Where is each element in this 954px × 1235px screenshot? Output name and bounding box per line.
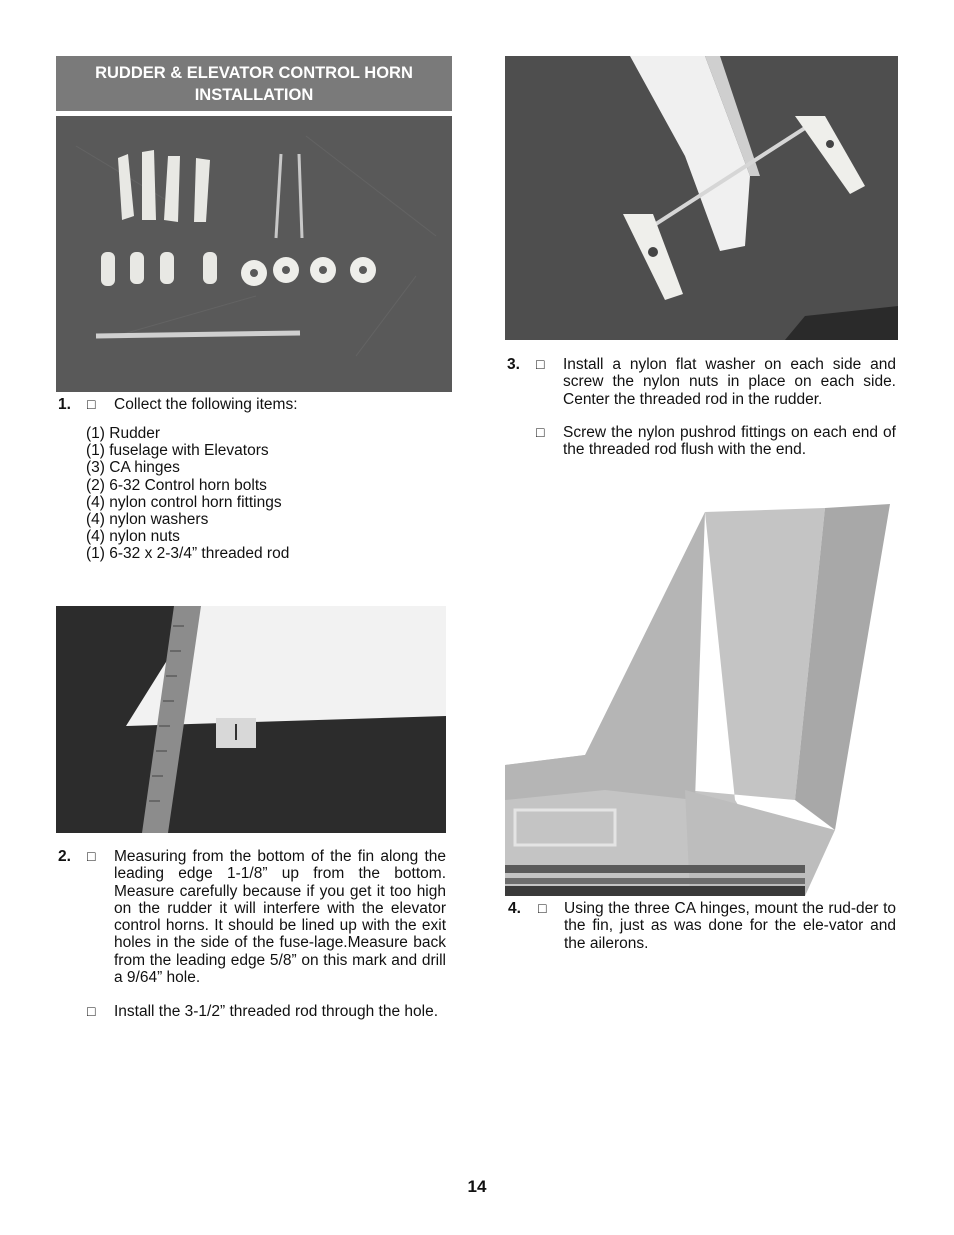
step4-checkbox[interactable]: □ [538,900,547,916]
step3-subtext: Screw the nylon pushrod fittings on each end of the threaded rod flush with the end. [563,424,896,459]
step2-text: Measuring from the bottom of the fin along the leading edge 1-1/8” up from the bottom. Measure carefully because if you get it too high on the rudder it will interfere with the elevator control horns. It should be lined up with the exit holes in the side of the fuse-lage.Measure back from the leading edge 5/8” on this mark and drill a 9/64” hole. [114,848,446,987]
section-header-line2: INSTALLATION [194,85,314,104]
step2-sub-checkbox[interactable]: □ [87,1003,96,1019]
tail-fin-photo [505,500,897,896]
list-item: (4) nylon nuts [86,528,180,546]
parts-photo [56,116,452,392]
list-item: (3) CA hinges [86,459,180,477]
step3-sub-checkbox[interactable]: □ [536,424,545,440]
parts-list [86,425,289,563]
list-item: (4) nylon control horn fittings [86,493,282,511]
list-item: (4) nylon washers [86,511,209,529]
list-item: (1) 6-32 x 2-3/4” threaded rod [86,545,290,563]
step2-checkbox[interactable]: □ [87,848,96,864]
step2-subtext: Install the 3-1/2” threaded rod through the hole. [114,1003,438,1020]
step3-number: 3. [507,356,520,373]
rudder-assembly-photo [505,56,898,340]
step4-text: Using the three CA hinges, mount the rud-der to the fin, just as was done for the ele-vator and the ailerons. [564,900,896,952]
step3-checkbox[interactable]: □ [536,356,545,372]
section-header [56,56,452,111]
step2-number: 2. [58,848,71,865]
step3-text: Install a nylon flat washer on each side and screw the nylon nuts in place on each side. Center the threaded rod in the rudder. [563,356,896,408]
page-number: 14 [467,1177,487,1196]
step4-number: 4. [508,900,521,917]
step1-checkbox[interactable]: □ [87,396,96,412]
ruler-photo [56,606,446,833]
list-item: (1) Rudder [86,425,161,442]
step1-number: 1. [58,396,71,413]
list-item: (2) 6-32 Control horn bolts [86,476,267,494]
list-item: (1) fuselage with Elevators [86,442,269,460]
step1-text: Collect the following items: [114,396,298,413]
section-header-line1: RUDDER & ELEVATOR CONTROL HORN [95,63,413,82]
